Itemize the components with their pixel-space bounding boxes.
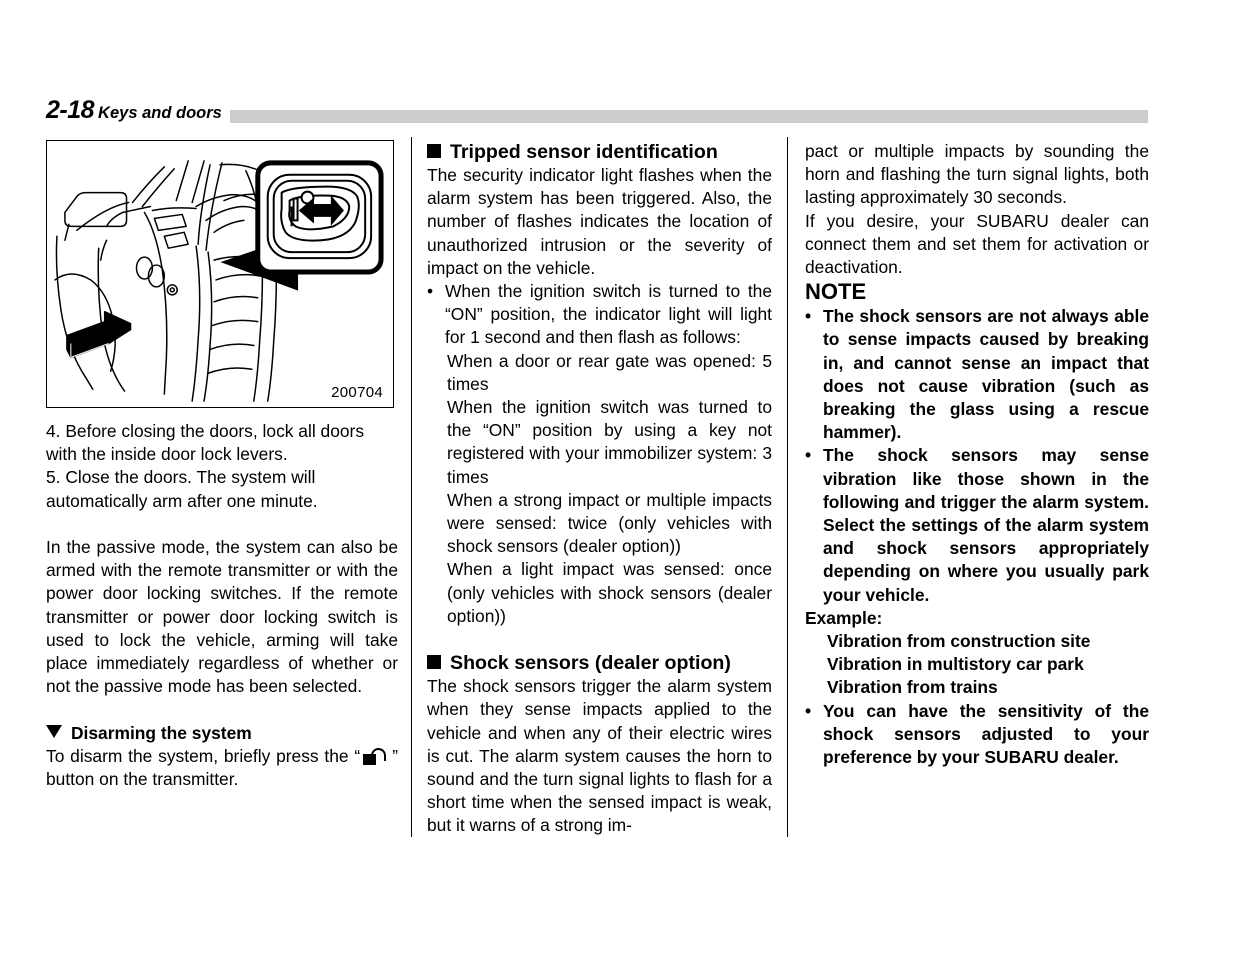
disarming-instruction (46, 745, 398, 791)
disarming-heading-label: Disarming the system (71, 722, 252, 743)
disarming-text-before: To disarm the system, briefly press the “ (46, 745, 361, 766)
figure-number: 200704 (331, 384, 383, 401)
column-divider-right (787, 137, 788, 837)
door-lock-lever-illustration (46, 140, 394, 408)
tripped-sensor-heading-label: Tripped sensor identification (450, 141, 718, 163)
triangle-bullet-icon (46, 725, 62, 738)
flash-pattern-item: When a light impact was sensed: once (only vehicles with shock sensors (dealer option)) (447, 559, 772, 626)
disarming-system-heading (46, 722, 398, 745)
note-bullet-list (805, 305, 1149, 607)
right-column (805, 140, 1149, 769)
note-heading: NOTE (805, 279, 867, 305)
tripped-sensor-heading (427, 140, 772, 164)
unlock-icon (363, 748, 389, 765)
middle-column (427, 140, 772, 838)
page-number: 2-18 (46, 96, 95, 124)
flash-pattern-item: When a strong impact or multiple impacts were sensed: twice (only vehicles with shock sensors (dealer option)) (447, 489, 772, 557)
final-note-bullet-item: • You can have the sensitivity of the shock sensors adjusted to your preference by your SUBARU dealer. (805, 700, 1149, 770)
section-title: Keys and doors (98, 104, 222, 122)
page-header (46, 96, 1148, 126)
dealer-paragraph: If you desire, your SUBARU dealer can connect them and set them for activation or deactivation. (805, 210, 1149, 278)
passive-mode-paragraph: In the passive mode, the system can also be armed with the remote transmitter or with the power door locking switches. If the remote transmitter or power door locking switch is used to lock the vehicle, arming will take place immediately regardless of whether or not the passive mode has been selected. (46, 537, 398, 697)
header-text (46, 96, 230, 125)
example-item: Vibration from construction site (827, 631, 1091, 652)
figure-artwork (47, 141, 393, 407)
column-divider-left (411, 137, 412, 837)
shock-sensors-heading (427, 651, 772, 675)
disarming-text-after: ” button on the transmitter. (46, 745, 398, 790)
example-label: Example: (805, 607, 883, 628)
flash-pattern-item: When a door or rear gate was opened: 5 times (447, 350, 772, 394)
tripped-sensor-intro: The security indicator light flashes when the alarm system has been triggered. Also, the number of flashes indicates the location of unauthorized intrusion or the severity of impact on the vehicle. (427, 165, 772, 278)
shock-sensors-text: The shock sensors trigger the alarm system when they sense impacts applied to the vehicle and when any of their electric wires is cut. The alarm system causes the horn to sound and the turn signal lights to flash for a short time when the sensed impact is weak, but it warns of a strong im- (427, 676, 772, 836)
example-item: Vibration from trains (827, 677, 998, 698)
square-bullet-icon (427, 655, 441, 669)
ignition-bullet-list (427, 280, 772, 350)
square-bullet-icon (427, 144, 441, 158)
continuation-paragraph: pact or multiple impacts by sounding the horn and flashing the turn signal lights, both lasting approximately 30 seconds. (805, 141, 1149, 208)
door-lock-block-arrow (67, 312, 131, 358)
step-5-text: 5. Close the doors. The system will automatically arm after one minute. (46, 467, 318, 511)
shock-sensors-heading-label: Shock sensors (dealer option) (450, 652, 731, 675)
flash-pattern-item: When the ignition switch was turned to the “ON” position by using a key not registered with your immobilizer system: 3 times (447, 397, 772, 487)
ignition-bullet-item: • When the ignition switch is turned to the “ON” position, the indicator light will light for 1 second and then flash as follows: (427, 280, 772, 350)
callout-box (258, 163, 381, 272)
note-bullet-item: • The shock sensors may sense vibration like those shown in the following and trigger the alarm system. Select the settings of the alarm system and shock sensors appropriately depending on where you usually park your vehicle. (805, 444, 1149, 606)
example-item: Vibration in multistory car park (827, 654, 1084, 675)
note-bullet-item: • The shock sensors are not always able to sense impacts caused by breaking in, and cannot sense an impact that does not cause vibration (such as breaking the glass using a rescue hammer). (805, 305, 1149, 444)
left-column (46, 140, 398, 791)
step-4-text: 4. Before closing the doors, lock all doors with the inside door lock levers. (46, 421, 365, 465)
final-note-bullet-list (805, 700, 1149, 770)
